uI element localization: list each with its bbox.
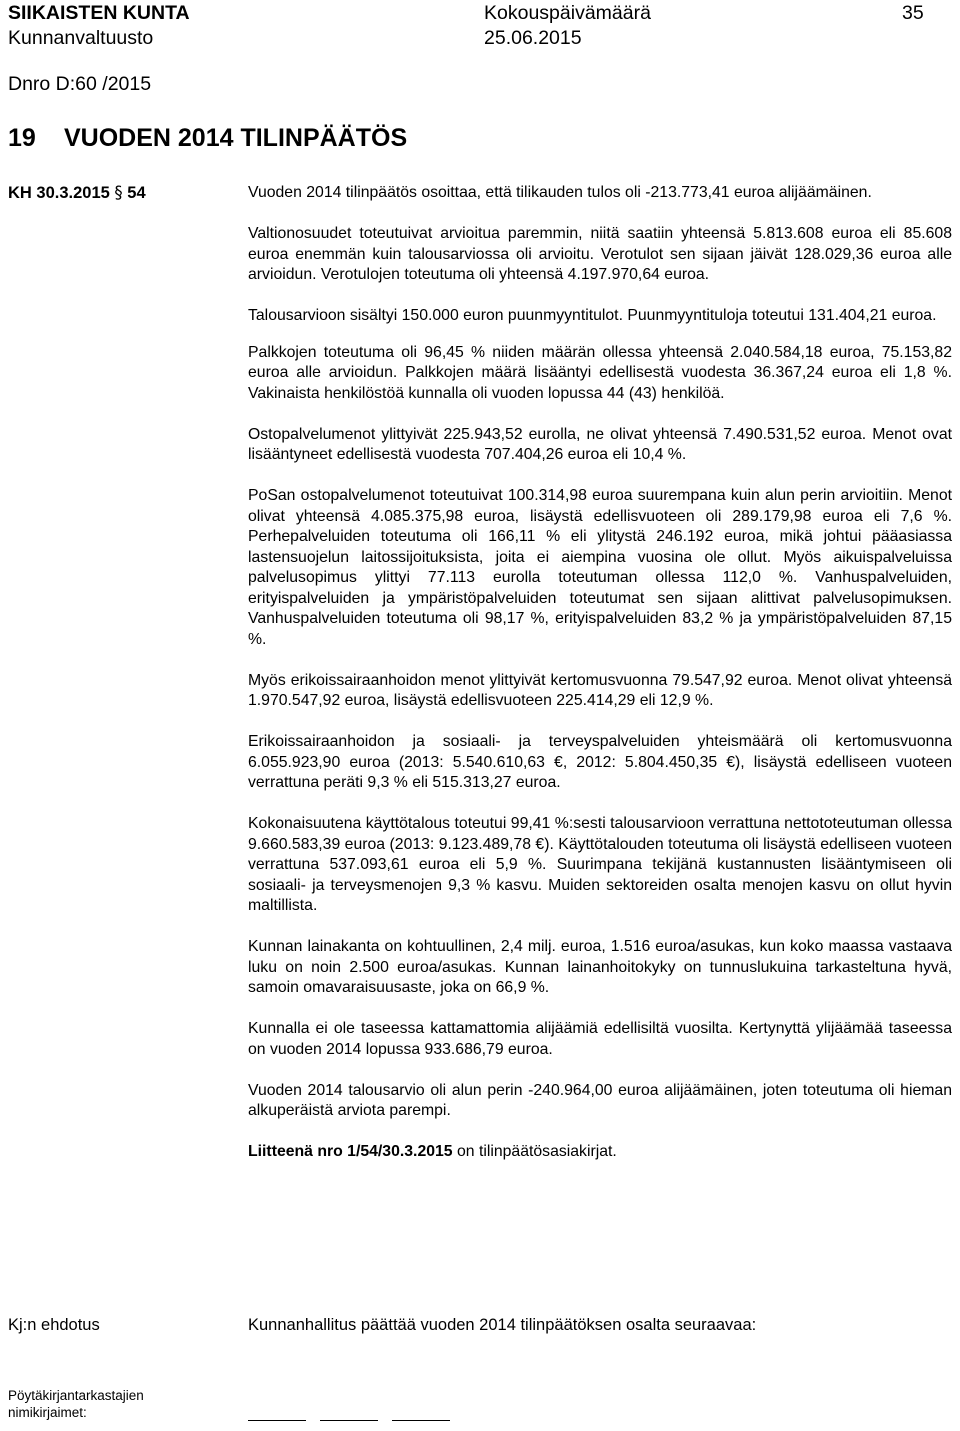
date-label: Kokouspäivämäärä (484, 2, 651, 24)
paragraph-salaries: Palkkojen toteutuma oli 96,45 % niiden määrän ollessa yhteensä 2.040.584,18 euroa, 75.153,82 euroa alle arvioidun. Palkkojen määrä lisääntyi edellisestä vuodesta 36.367,24 euroa eli 1,8 %. Vakinaista henkilöstöä kunnalla oli vuoden lopussa 44 (43) henkilöä. (248, 343, 952, 402)
page-number: 35 (902, 2, 924, 24)
signature-line-2 (320, 1420, 378, 1421)
paragraph-budget: Vuoden 2014 talousarvio oli alun perin -240.964,00 euroa alijäämäinen, joten toteutuma oli hieman alkuperäistä arviota parempi. (248, 1081, 952, 1119)
section-heading: VUODEN 2014 TILINPÄÄTÖS (64, 124, 408, 152)
proposal-label: Kj:n ehdotus (8, 1316, 100, 1334)
kh-section-number: 54 (127, 184, 146, 202)
paragraph-state-subsidies: Valtionosuudet toteutuivat arvioitua paremmin, niitä saatiin yhteensä 5.813.608 euroa eli 85.608 euroa enemmän kuin talousarviossa oli arvioitu. Verotulot sen sijaan jäivät 128.029,36 euroa alle arvioidun. Verotulojen toteutuma oli yhteensä 4.197.970,64 euroa. (248, 225, 952, 283)
section-number: 19 (8, 124, 36, 152)
kh-reference (8, 183, 146, 203)
attachment-text: on tilinpäätösasiakirjat. (452, 1143, 617, 1160)
paragraph-timber-sales: Talousarvioon sisältyi 150.000 euron puunmyyntitulot. Puunmyyntituloja toteutui 131.404,21 euroa. (248, 307, 937, 324)
attachment-reference: Liitteenä nro 1/54/30.3.2015 (248, 1143, 453, 1160)
paragraph-result: Vuoden 2014 tilinpäätös osoittaa, että tilikauden tulos oli -213.773,41 euroa alijäämäinen. (248, 184, 872, 201)
proposal-text: Kunnanhallitus päättää vuoden 2014 tilinpäätöksen osalta seuraavaa: (248, 1316, 757, 1334)
body-name: Kunnanvaltuusto (8, 27, 154, 49)
dnro: Dnro D:60 /2015 (8, 73, 152, 95)
footer-line-1: Pöytäkirjantarkastajien (8, 1388, 144, 1403)
section-title (8, 124, 407, 153)
paragraph-surplus: Kunnalla ei ole taseessa kattamattomia alijäämiä edellisiltä vuosilta. Kertynyttä ylijäämää taseessa on vuoden 2014 lopussa 933.686,79 euroa. (248, 1020, 952, 1058)
signature-line-1 (248, 1420, 306, 1421)
org-name: SIIKAISTEN KUNTA (8, 2, 190, 24)
footer-line-2: nimikirjaimet: (8, 1405, 87, 1420)
document-body (248, 183, 952, 1183)
paragraph-attachment (248, 1142, 952, 1163)
paragraph-loans: Kunnan lainakanta on kohtuullinen, 2,4 milj. euroa, 1.516 euroa/asukas, kun koko maassa vastaava luku on noin 2.500 euroa/asukas. Kunnan lainanhoitokyky on tunnuslukuina tarkasteltuna hyvä, samoin omavaraisuusaste, joka on 66,9 %. (248, 938, 952, 996)
paragraph-purchased-services: Ostopalvelumenot ylittyivät 225.943,52 eurolla, ne olivat yhteensä 7.490.531,52 euroa. Menot ovat lisääntyneet edellisestä vuodesta 707.404,26 euroa eli 10,4 %. (248, 425, 952, 463)
paragraph-posan: PoSan ostopalvelumenot toteutuivat 100.314,98 euroa suurempana kuin alun perin arvioitiin. Menot olivat yhteensä 4.085.375,98 euroa, lisäystä edellisvuoteen oli 289.179,98 euroa eli 7,6 %. Perhepalveluiden toteutuma oli 166,11 % eli ylitystä 246.192 euroa, mikä johtui pääasiassa lastensuojelun laitossijoituksista, joita ei aiempina vuosina ole ollut. Myös aikuispalveluissa palvelusopimus ylittyi 77.113 eurolla toteutuman ollessa 112,0 %. Vanhuspalveluiden, erityispalveluiden ja ympäristöpalveluiden toteutumat sen sijaan alittivat palvelusopimuksen. Vanhuspalveluiden toteutuma oli 98,17 %, erityispalveluiden 83,2 % ja ympäristöpalveluiden 87,15 %. (248, 487, 952, 648)
footer (8, 1387, 144, 1421)
paragraph-operating-economy: Kokonaisuutena käyttötalous toteutui 99,41 %:sesti talousarvioon verrattuna nettototeutuman ollessa 9.660.583,39 euroa (2013: 9.123.489,78 €). Käyttötalouden toteutuma oli lisäystä edelliseen vuoteen verrattuna 537.093,61 euroa eli 5,9 %. Suurimpana tekijänä kustannusten lisääntymiseen oli sosiaali- ja terveysmenojen 9,3 % kasvu. Muiden sektoreiden osalta menojen kasvu on ollut hyvin maltillista. (248, 815, 952, 914)
paragraph-combined-costs: Erikoissairaanhoidon ja sosiaali- ja terveyspalveluiden yhteismäärä oli kertomusvuonna 6.055.923,90 euroa (2013: 5.540.610,63 €, 2012: 5.804.450,35 €), lisäystä edelliseen vuoteen verrattuna peräti 9,3 % eli 515.313,27 euroa. (248, 733, 952, 791)
meeting-date: 25.06.2015 (484, 27, 582, 49)
kh-date: KH 30.3.2015 (8, 184, 110, 202)
paragraph-specialised-care: Myös erikoissairaanhoidon menot ylittyivät kertomusvuonna 79.547,92 euroa. Menot olivat yhteensä 1.970.547,92 euroa, lisäystä edellisvuoteen 225.414,29 eli 12,9 %. (248, 671, 952, 709)
section-sign: § (114, 183, 123, 202)
signature-line-3 (392, 1420, 450, 1421)
